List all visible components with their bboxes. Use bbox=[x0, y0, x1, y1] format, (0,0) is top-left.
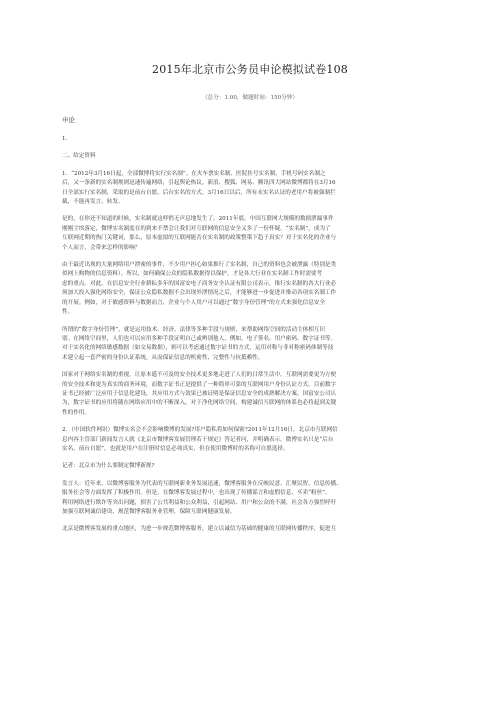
paragraph-line: 实名、前台自愿”，也就是用户在注册时信息必须真实，但在使用微博时的名称可自愿选择。 bbox=[62, 445, 289, 452]
paragraph-line: 虑的重点。对此，在信息安全行业耕耘多年的国富安电子商务安全认证有限公司表示，推行实名制的各大行业必 bbox=[62, 280, 337, 287]
paragraph-line: 的安全技术和更为真实的商务环境，而数字证书正是提供了一种简单可靠的互联网用户身份认证方式。目前数字 bbox=[62, 381, 337, 388]
paragraph bbox=[62, 326, 440, 364]
paragraph-line: 别。在网络空间里，人们也可以应用多种手段证明自己或辨别他人，例如，电子签名、用户密码、数字证书等。 bbox=[62, 335, 337, 342]
paragraph-line: 加强互联网诚信建设，规范微博客服务业管理，保障互联网健康发展。 bbox=[62, 509, 236, 515]
document-subtitle: （总分：1.00，做题时间：150分钟） bbox=[202, 95, 298, 101]
paragraph-line: 的开展。例如，对于敏感资料与数据而言，企业与个人用户可以通过“数字身份管理”的方式来强化信息安全 bbox=[62, 299, 326, 306]
paragraph-list bbox=[62, 170, 440, 535]
document-body bbox=[62, 115, 440, 535]
paragraph bbox=[62, 215, 440, 253]
paragraph-line: 是的，在你还不知道的时候，实名制就这样悄无声息地发生了。2011年底，中国互联网大规模的数据泄漏事件 bbox=[62, 216, 334, 223]
paragraph-line: 对于实名化的网络敏感数据（如交易数据），则可以考虑通过数字证书的方式，运用对称与非对称密码体制等技 bbox=[62, 345, 334, 352]
paragraph bbox=[62, 371, 440, 418]
paragraph-line: 为，数字证书的应用将随在网络应用中的不断深入，对于净化网络空间，构建诚信互联网的体系也必将起到关键 bbox=[62, 400, 337, 407]
paragraph-line: 北京是微博客发展的重点地区，为进一步规范微博客服务，建立以诚信为基础的健康的互联网传播秩序，促进互 bbox=[62, 526, 337, 533]
paragraph-line: 后，又一条新的实名制规则迅速传遍网络，引起舆论热议。新浪、搜狐、网易、腾讯四大网站微博都将在3月16 bbox=[62, 180, 336, 187]
paragraph-line: 截，不能再发言、转发。 bbox=[62, 199, 124, 206]
paragraph-line: 所谓的“数字身份管理”，就是运用技术、经济、法律等多种手段与规则，来帮助网络空间的活动主体相互识 bbox=[62, 326, 326, 333]
paragraph-line: 1．“2012年3月16日起，全部微博将实行实名制”。在火车票实名制、医院挂号实名制、手机号码实名制之 bbox=[62, 170, 326, 177]
paragraph bbox=[62, 480, 440, 518]
paragraph bbox=[62, 170, 440, 208]
paragraph-line: 性。 bbox=[62, 309, 74, 316]
section-label: 申论 bbox=[62, 116, 75, 124]
paragraph-line: 互联网近期的热门关键词，那么，原本虚拟的互联网能否在实名制的政策整策下趋于真实？对于实名化的企业与 bbox=[62, 235, 337, 242]
paragraph-line: 利用网络进行欺诈等突出问题，损害了公共利益和公众利益，引起网站、用户和公众的不满，社会各方强烈呼吁 bbox=[62, 499, 337, 506]
paragraph bbox=[62, 462, 440, 471]
paragraph-line: 记者：北京市为什么要制定微博新规? bbox=[62, 463, 155, 470]
paragraph-line: 似网上购物的信息资料）。所以，如何确保公众的隐私数据得以保护，才是各大行业在实名制工作时需要考 bbox=[62, 271, 323, 278]
paragraph-line: 日全部实行实名制，采取的是前台自愿，后台实名的方式。3月16日以后，所有未实名认证的老用户将被强制拦 bbox=[62, 189, 336, 196]
paragraph-line: 息内容主管部门新闻发言人就《北京市微博客发展管理若干规定》答记者问，并明确表示，微博实名只是“后台 bbox=[62, 436, 334, 443]
paragraph bbox=[62, 261, 440, 317]
document-title: 2015年北京市公务员申论模拟试卷108 bbox=[152, 63, 348, 76]
paragraph-line: 性的作用。 bbox=[62, 409, 90, 416]
paragraph-line: 刚刚尘埃落定，微博实名制度在的到来不禁会让我们对互联网的信息安全又多了一份怀疑。“实名制”，成为了 bbox=[62, 225, 331, 232]
paragraph-line: 须加大投入强化网络安全，保证公众隐私数据不会出现外泄情况之后，才能够进一步促进并推动各项实名制工作 bbox=[62, 290, 337, 297]
paragraph-line: 发言人：近年来，以微博客服务为代表的互联网新业务发展迅速，微博客服务在反映民意、汇聚民智，信息传播、 bbox=[62, 480, 342, 487]
paragraph-line: 国家对于网络实名制的重视，让原本遥不可及的安全技术更多地走进了人们的日常生活中。互联网需要更为方便 bbox=[62, 372, 337, 379]
subsection-heading: 二、给定资料 bbox=[62, 153, 96, 160]
question-number: 1. bbox=[62, 136, 68, 142]
paragraph-line: 个人而言，会带来怎样的影响？ bbox=[62, 244, 141, 251]
paragraph-line: 服务社会等方面发挥了积极作用。但是，在微博客发展过程中，也出现了传播谣言和虚假信息，买卖“粉丝”、 bbox=[62, 490, 331, 497]
paragraph bbox=[62, 525, 440, 534]
paragraph-line: 证书已经被广泛应用于信息化建设，其应用方式与效果已被证明是保证信息安全的成熟解决方案。国富安公司认 bbox=[62, 390, 337, 397]
paragraph-line: 术建立起一套严密的身份认证系统，从而保证信息的机密性、完整性与抗抵赖性。 bbox=[62, 354, 264, 361]
paragraph-line: 由于最近出现的大量网络用户泄密的事件，不少用户担心如果推行了实名制，自己的资料也会被泄露（特别是类 bbox=[62, 262, 337, 269]
paragraph bbox=[62, 426, 440, 454]
paragraph-line: 2．（中国软件网讯）微博实名会不会影响微博的发展?用户隐私将如何保密?2011年12月16日，北京市互联网信 bbox=[62, 427, 338, 434]
